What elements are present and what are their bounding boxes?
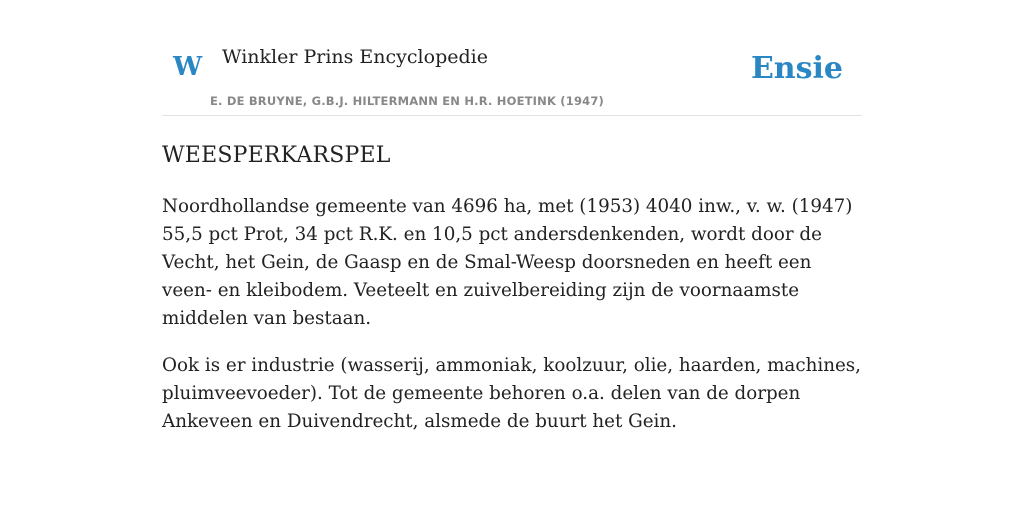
book-title[interactable]: Winkler Prins Encyclopedie (222, 46, 488, 68)
page (162, 0, 862, 436)
entry-title: WEESPERKARSPEL (162, 143, 391, 168)
book-authors: E. DE BRUYNE, G.B.J. HILTERMANN EN H.R. HOETINK (1947) (210, 94, 605, 108)
encyclopedia-header (162, 0, 862, 116)
winkler-prins-logo[interactable]: W (173, 52, 203, 82)
entry-paragraph-1: Noordhollandse gemeente van 4696 ha, met (1953) 4040 inw., v. w. (1947) 55,5 pct Prot, 34 pct R.K. en 10,5 pct andersdenkenden, wordt door de Vecht, het Gein, de Gaasp en de Smal-Weesp doorsneden en heeft een veen- en kleibodem. Veeteelt en zuivelbereiding zijn de voornaamste middelen van bestaan. (162, 196, 853, 329)
entry-paragraph-2: Ook is er industrie (wasserij, ammoniak, koolzuur, olie, haarden, machines, pluimveevoeder). Tot de gemeente behoren o.a. delen van de dorpen Ankeveen en Duivendrecht, alsmede de buurt het Gein. (162, 355, 861, 432)
ensie-logo[interactable]: Ensie (750, 51, 843, 86)
